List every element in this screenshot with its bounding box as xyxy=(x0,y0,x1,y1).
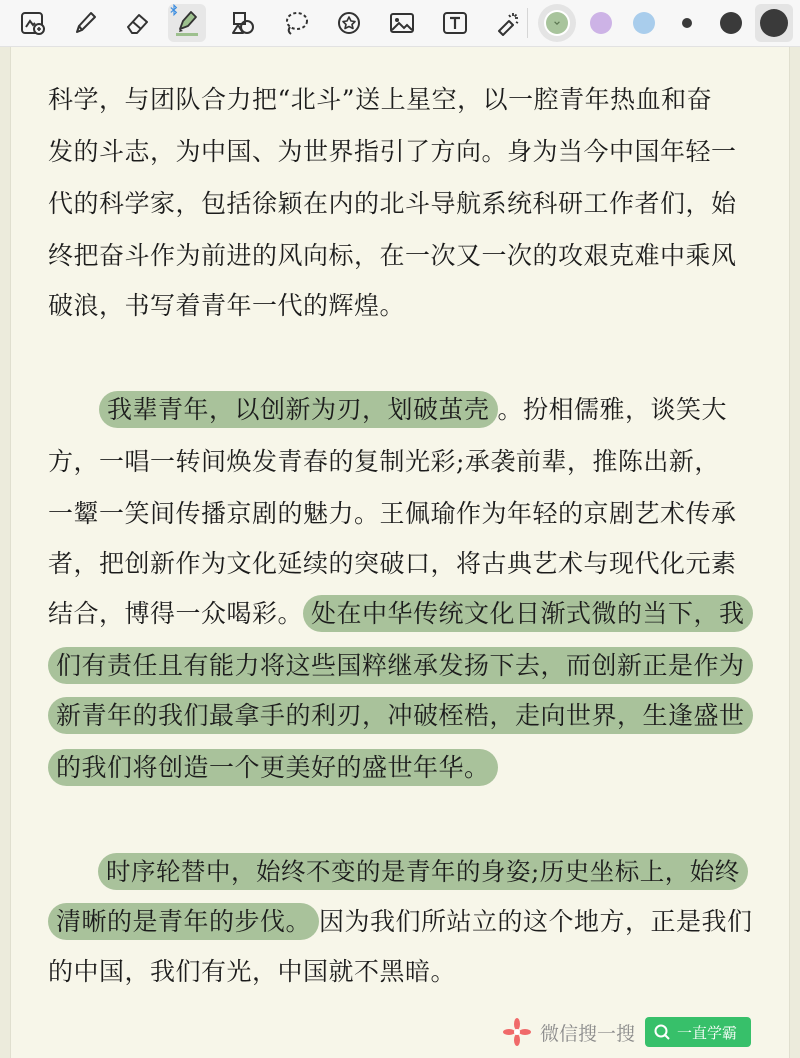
text-segment: 。扮相儒雅，谈笑大 xyxy=(497,395,728,424)
text-line xyxy=(48,230,760,282)
text-segment: 科学，与团队合力把“北斗”送上星空，以一腔青年热血和奋 xyxy=(48,85,713,114)
highlighted-text: 们有责任且有能力将这些国粹继承发扬下去，而创新正是作为 xyxy=(48,647,753,684)
search-icon xyxy=(653,1023,671,1041)
highlighted-text: 时序轮替中，始终不变的是青年的身姿;历史坐标上，始终 xyxy=(98,853,748,890)
text-line xyxy=(48,896,760,948)
text-line xyxy=(48,384,760,436)
text-line xyxy=(48,126,760,178)
stroke-size-small[interactable] xyxy=(668,4,706,42)
text-line xyxy=(48,946,760,998)
text-segment: 结合，博得一众喝彩。 xyxy=(48,599,304,628)
laser-pointer-icon[interactable] xyxy=(489,4,527,42)
text-line xyxy=(48,436,760,488)
wechat-search-logo-icon xyxy=(502,1017,532,1047)
text-segment: 因为我们所站立的这个地方，正是我们 xyxy=(319,907,753,936)
highlighter-icon[interactable] xyxy=(168,4,206,42)
highlighted-text: 清晰的是青年的步伐。 xyxy=(48,903,319,940)
highlighted-text: 新青年的我们最拿手的利刃，冲破桎梏，走向世界，生逢盛世 xyxy=(48,697,753,734)
page-edge-right xyxy=(789,47,800,1058)
text-line xyxy=(48,846,760,898)
sticker-icon[interactable] xyxy=(330,4,368,42)
watermark-account-name: 一直学霸 xyxy=(677,1023,738,1042)
text-line xyxy=(48,742,760,794)
toolbar xyxy=(0,0,800,47)
bluetooth-icon xyxy=(170,4,178,16)
image-icon[interactable] xyxy=(383,4,421,42)
text-segment xyxy=(48,857,98,886)
watermark-account-badge xyxy=(645,1017,751,1047)
text-segment: 方，一唱一转间焕发青春的复制光彩;承袭前辈，推陈出新， xyxy=(48,447,720,476)
text-segment xyxy=(48,395,99,424)
stroke-size-medium[interactable] xyxy=(712,4,750,42)
shapes-icon[interactable] xyxy=(224,4,262,42)
text-segment: 发的斗志，为中国、为世界指引了方向。身为当今中国年轻一 xyxy=(48,137,737,166)
watermark-label: 微信搜一搜 xyxy=(540,1022,636,1045)
highlighted-text: 处在中华传统文化日渐式微的当下，我 xyxy=(303,595,753,632)
text-icon[interactable] xyxy=(436,4,474,42)
chevron-down-icon xyxy=(553,19,561,27)
highlighted-text: 的我们将创造一个更美好的盛世年华。 xyxy=(48,749,498,786)
highlighted-text: 我辈青年，以创新为刃，划破茧壳 xyxy=(99,391,498,428)
color-swatch-purple[interactable] xyxy=(582,4,620,42)
text-segment: 破浪，书写着青年一代的辉煌。 xyxy=(48,291,406,320)
toolbar-separator xyxy=(527,8,528,38)
text-line xyxy=(48,588,760,640)
text-line xyxy=(48,538,760,590)
text-segment: 的中国，我们有光，中国就不黑暗。 xyxy=(48,957,457,986)
text-line xyxy=(48,488,760,540)
text-segment: 终把奋斗作为前进的风向标，在一次又一次的攻艰克难中乘风 xyxy=(48,241,737,270)
watermark xyxy=(502,1012,751,1052)
text-line xyxy=(48,178,760,230)
pen-icon[interactable] xyxy=(66,4,104,42)
page-edge-left xyxy=(0,47,11,1058)
read-mode-icon[interactable] xyxy=(14,4,52,42)
text-segment: 一颦一笑间传播京剧的魅力。王佩瑜作为年轻的京剧艺术传承 xyxy=(48,499,737,528)
text-segment: 者，把创新作为文化延续的突破口，将古典艺术与现代化元素 xyxy=(48,549,737,578)
color-swatch-blue[interactable] xyxy=(625,4,663,42)
eraser-icon[interactable] xyxy=(118,4,156,42)
text-line xyxy=(48,640,760,692)
stroke-size-large[interactable] xyxy=(755,4,793,42)
text-line xyxy=(48,690,760,742)
lasso-icon[interactable] xyxy=(277,4,315,42)
text-line xyxy=(48,74,760,126)
text-segment: 代的科学家，包括徐颖在内的北斗导航系统科研工作者们，始 xyxy=(48,189,737,218)
text-line xyxy=(48,280,760,332)
color-swatch-green[interactable] xyxy=(538,4,576,42)
